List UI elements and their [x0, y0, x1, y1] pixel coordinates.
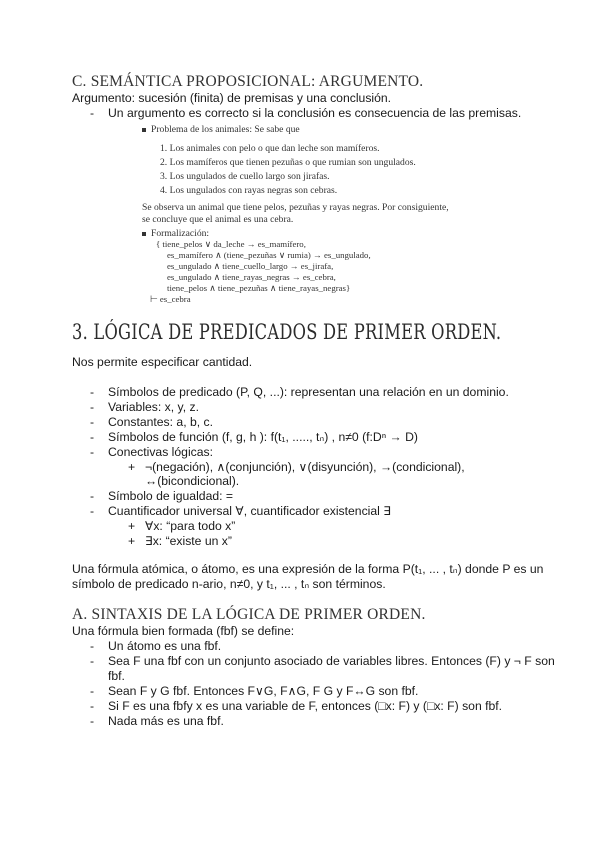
section-c-heading: C. SEMÁNTICA PROPOSICIONAL: ARGUMENTO. — [72, 73, 424, 90]
inset-item: 2. Los mamíferos que tienen pezuñas o que rumian son ungulados. — [160, 157, 416, 168]
dash-marker: - — [90, 430, 95, 444]
problem-title: Problema de los animales: Se sabe que — [151, 124, 300, 135]
plus-marker: + — [128, 519, 136, 533]
formal-line: tiene_pelos ∧ tiene_pezuñas ∧ tiene_rayas_negras} — [167, 283, 351, 293]
constants-text: Constantes: a, b, c. — [108, 415, 214, 429]
square-bullet-icon — [142, 232, 146, 236]
problem-inset — [142, 124, 472, 304]
equality-text: Símbolo de igualdad: = — [108, 489, 234, 503]
observation-line-1: Se observa un animal que tiene pelos, pezuñas y rayas negras. Por consiguiente, — [142, 202, 449, 213]
formal-line: { tiene_pelos ∨ da_leche → es_mamífero, — [156, 239, 306, 249]
fbf-rule: Un átomo es una fbf. — [108, 639, 222, 653]
dash-marker: - — [90, 684, 95, 698]
dash-marker: - — [90, 400, 95, 414]
formalization-title: Formalización: — [151, 228, 210, 239]
fbf-rule: Sea F una fbf con un conjunto asociado de variables libres. Entonces (F) y ¬ F son — [108, 654, 555, 668]
atomic-formula-line-2: símbolo de predicado n-ario, n≠0, y t₁, ... , tₙ son términos. — [72, 577, 386, 591]
section-a-heading: A. SINTAXIS DE LA LÓGICA DE PRIMER ORDEN. — [72, 606, 426, 623]
connectives-line-2: ↔(bicondicional). — [145, 474, 240, 488]
section-3-intro: Nos permite especificar cantidad. — [72, 355, 253, 369]
inset-item: 1. Los animales con pelo o que dan leche son mamíferos. — [160, 143, 380, 154]
formal-line: es_mamífero ∧ (tiene_pezuñas ∨ rumia) → es_ungulado, — [167, 250, 371, 260]
connectives-line-1: ¬(negación), ∧(conjunción), ∨(disyunción), →(condicional), — [145, 460, 465, 474]
conclusion-line: ⊢ es_cebra — [150, 294, 191, 304]
forall-text: ∀x: “para todo x” — [145, 519, 236, 533]
variables-text: Variables: x, y, z. — [108, 400, 199, 414]
argument-correct-text: Un argumento es correcto si la conclusión es consecuencia de las premisas. — [108, 106, 522, 120]
inset-item: 3. Los ungulados de cuello largo son jirafas. — [160, 171, 330, 182]
fbf-definition: Una fórmula bien formada (fbf) se define: — [72, 624, 295, 638]
fbf-rule: Nada más es una fbf. — [108, 714, 224, 728]
argument-definition: Argumento: sucesión (finita) de premisas y una conclusión. — [72, 91, 392, 105]
quantifiers-text: Cuantificador universal ∀, cuantificador existencial ∃ — [108, 504, 391, 518]
dash-marker: - — [90, 504, 95, 518]
fbf-rule: Si F es una fbfy x es una variable de F, entonces (□x: F) y (□x: F) son fbf. — [108, 699, 503, 713]
fbf-rule: Sean F y G fbf. Entonces F∨G, F∧G, F G y F↔G son fbf. — [108, 684, 419, 698]
predicate-symbols-text: Símbolos de predicado (P, Q, ...): representan una relación en un dominio. — [108, 385, 509, 399]
dash-marker: - — [90, 639, 95, 653]
dash-marker: - — [90, 106, 95, 120]
dash-marker: - — [90, 445, 95, 459]
inset-item: 4. Los ungulados con rayas negras son cebras. — [160, 185, 338, 196]
dash-marker: - — [90, 714, 95, 728]
section-3-title: 3. LÓGICA DE PREDICADOS DE PRIMER ORDEN. — [72, 320, 502, 344]
connectives-text: Conectivas lógicas: — [108, 445, 213, 459]
dash-marker: - — [90, 654, 95, 668]
dash-marker: - — [90, 489, 95, 503]
square-bullet-icon — [142, 128, 146, 132]
formal-line: es_ungulado ∧ tiene_rayas_negras → es_cebra, — [167, 272, 336, 282]
exists-text: ∃x: “existe un x” — [145, 534, 232, 548]
function-symbols-text: Símbolos de función (f, g, h ): f(t₁, ....., tₙ) , n≠0 (f:Dⁿ → D) — [108, 430, 418, 444]
plus-marker: + — [128, 460, 136, 474]
atomic-formula-line-1: Una fórmula atómica, o átomo, es una expresión de la forma P(t₁, ... , tₙ) donde P es un — [72, 562, 544, 576]
observation-line-2: se concluye que el animal es una cebra. — [142, 214, 294, 225]
plus-marker: + — [128, 534, 136, 548]
fbf-rule-continuation: fbf. — [108, 669, 125, 683]
dash-marker: - — [90, 699, 95, 713]
dash-marker: - — [90, 385, 95, 399]
dash-marker: - — [90, 415, 95, 429]
formal-line: es_ungulado ∧ tiene_cuello_largo → es_jirafa, — [167, 261, 334, 271]
